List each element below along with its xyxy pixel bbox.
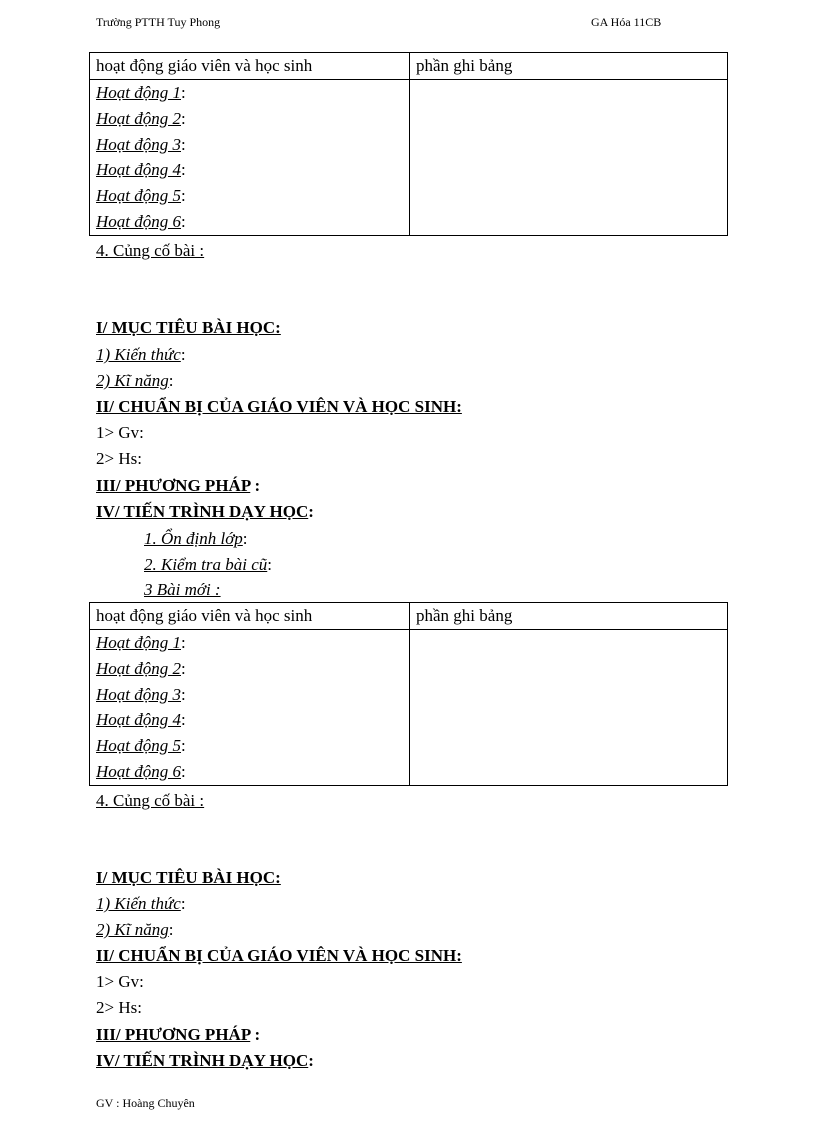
activity-line: Hoạt động 5: bbox=[96, 186, 186, 206]
activity-line: Hoạt động 6: bbox=[96, 211, 186, 231]
board-notes-cell bbox=[410, 80, 728, 236]
step2-line: 2. Kiểm tra bài cũ: bbox=[144, 555, 272, 574]
student-prep-1: 2> Hs: bbox=[96, 449, 142, 468]
procedure-heading-2: IV/ TIẾN TRÌNH DẠY HỌC: bbox=[96, 1051, 314, 1070]
objectives-heading-1: I/ MỤC TIÊU BÀI HỌC: bbox=[96, 318, 281, 337]
activity-line: Hoạt động 3: bbox=[96, 684, 186, 704]
activity-line: Hoạt động 4: bbox=[96, 710, 186, 730]
activity-line: Hoạt động 2: bbox=[96, 108, 186, 128]
procedure-heading-1: IV/ TIẾN TRÌNH DẠY HỌC: bbox=[96, 502, 314, 521]
method-heading-1: III/ PHƯƠNG PHÁP : bbox=[96, 476, 261, 495]
student-prep-2: 2> Hs: bbox=[96, 998, 142, 1017]
activity-line: Hoạt động 6: bbox=[96, 761, 186, 781]
activity-line: Hoạt động 3: bbox=[96, 134, 186, 154]
skills-line-1: 2) Kĩ năng: bbox=[96, 371, 174, 390]
col1-header: hoạt động giáo viên và học sinh bbox=[90, 603, 410, 630]
footer-teacher: GV : Hoàng Chuyên bbox=[96, 1096, 195, 1110]
step3-line: 3 Bài mới : bbox=[144, 580, 221, 599]
step1-line: 1. Ổn định lớp: bbox=[144, 529, 248, 548]
preparation-heading-1: II/ CHUẨN BỊ CỦA GIÁO VIÊN VÀ HỌC SINH: bbox=[96, 397, 462, 416]
activity-line: Hoạt động 2: bbox=[96, 658, 186, 678]
teacher-prep-1: 1> Gv: bbox=[96, 423, 144, 442]
board-notes-cell bbox=[410, 630, 728, 786]
preparation-heading-2: II/ CHUẨN BỊ CỦA GIÁO VIÊN VÀ HỌC SINH: bbox=[96, 946, 462, 965]
activity-line: Hoạt động 1: bbox=[96, 633, 186, 652]
activity-table-1 bbox=[89, 52, 728, 236]
teacher-prep-2: 1> Gv: bbox=[96, 972, 144, 991]
col2-header: phần ghi bảng bbox=[410, 53, 728, 80]
header-subject: GA Hóa 11CB bbox=[591, 15, 662, 29]
consolidation-2: 4. Củng cố bài : bbox=[96, 791, 205, 810]
activity-line: Hoạt động 5: bbox=[96, 736, 186, 756]
skills-line-2: 2) Kĩ năng: bbox=[96, 920, 174, 939]
header-school: Trường PTTH Tuy Phong bbox=[96, 15, 221, 29]
activity-line: Hoạt động 4: bbox=[96, 160, 186, 180]
knowledge-line-2: 1) Kiến thức: bbox=[96, 894, 186, 913]
objectives-heading-2: I/ MỤC TIÊU BÀI HỌC: bbox=[96, 868, 281, 887]
col1-header: hoạt động giáo viên và học sinh bbox=[90, 53, 410, 80]
knowledge-line-1: 1) Kiến thức: bbox=[96, 345, 186, 364]
method-heading-2: III/ PHƯƠNG PHÁP : bbox=[96, 1025, 261, 1044]
activity-table-2 bbox=[89, 602, 728, 786]
activity-line: Hoạt động 1: bbox=[96, 83, 186, 102]
col2-header: phần ghi bảng bbox=[410, 603, 728, 630]
consolidation-1: 4. Củng cố bài : bbox=[96, 241, 205, 260]
